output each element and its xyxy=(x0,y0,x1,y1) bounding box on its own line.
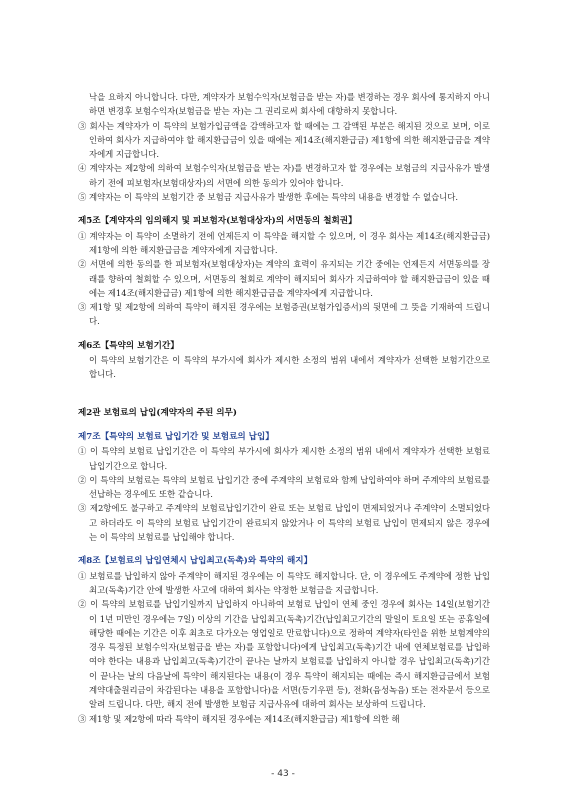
article-6 xyxy=(78,339,490,382)
chapter-heading: 제2관 보험료의 납입(계약자의 주된 의무) xyxy=(78,407,237,418)
article-heading: 제8조【보험료의 납입연체시 납입최고(독촉)와 특약의 해지】 xyxy=(78,556,313,567)
paragraph: 이 특약의 보험기간은 이 특약의 부가시에 회사가 제시한 소정의 범위 내에서 계약자가 선택한 보험기간으로 합니다. xyxy=(89,355,490,380)
article-heading: 제6조【특약의 보험기간】 xyxy=(78,340,179,351)
article-heading: 제7조【특약의 보험료 납입기간 및 보험료의 납입】 xyxy=(78,431,274,442)
paragraph: ② 이 특약의 보험료를 납입기일까지 납입하지 아니하여 보험료 납입이 연체 중인 경우에 회사는 14일(보험기간이 1년 미만인 경우에는 7일) 이상의 기간을 납입최고(독촉)기간(납입최고기간의 말일이 토요일 또는 공휴일에 해당한 때에는 기간은 이후 최초로 다가오는 영업일로 만료합니다)으로 정하여 계약자(타인을 위한 보험계약의 경우 특정된 보험수익자(보험금을 받는 자)를 포함합니다)에게 납입최고(독촉)기간 내에 연체보험료를 납입하여야 한다는 내용과 납입최고(독촉)기간이 끝나는 날까지 보험료를 납입하지 아니할 경우 납입최고(독촉)기간이 끝나는 날의 다음날에 특약이 해지된다는 내용(이 경우 특약이 해지되는 때에는 즉시 해지환급금에서 보험계약대출원리금이 차감된다는 내용을 포함합니다)을 서면(등기우편 등), 전화(음성녹음) 또는 전자문서 등으로 알려 드립니다. 다만, 해지 전에 발생한 보험금 지급사유에 대하여 회사는 보상하여 드립니다. xyxy=(78,599,490,710)
paragraph: ⑤ 계약자는 이 특약의 보험기간 중 보험금 지급사유가 발생한 후에는 특약의 내용을 변경할 수 없습니다. xyxy=(78,192,459,203)
paragraph: ① 이 특약의 보험료 납입기간은 이 특약의 부가시에 회사가 제시한 소정의 범위 내에서 계약자가 선택한 보험료 납입기간으로 합니다. xyxy=(78,446,490,471)
article-5 xyxy=(78,214,490,328)
section-continuation xyxy=(78,90,490,204)
paragraph: ② 이 특약의 보험료는 특약의 보험료 납입기간 중에 주계약의 보험료와 함께 납입하여야 하며 주계약의 보험료를 선납하는 경우에도 또한 같습니다. xyxy=(78,474,490,500)
article-heading: 제5조【계약자의 임의해지 및 피보험자(보험대상자)의 서면동의 철회권】 xyxy=(78,216,357,227)
document-page xyxy=(78,90,490,726)
paragraph: 낙을 요하지 아니합니다. 다만, 계약자가 보험수익자(보험금을 받는 자)를 변경하는 경우 회사에 통지하지 아니하면 변경후 보험수익자(보험금을 받는 자)는 그 권리로써 회사에 대항하지 못합니다. xyxy=(89,92,490,117)
paragraph: ③ 회사는 계약자가 이 특약의 보험가입금액을 감액하고자 할 때에는 그 감액된 부분은 해지된 것으로 보며, 이로 인하여 회사가 지급하여야 할 해지환급금이 있을 때에는 제14조(해지환급금) 제1항에 의한 해지환급금을 계약자에게 지급합니다. xyxy=(78,120,490,160)
paragraph: ① 보험료를 납입하지 않아 주계약이 해지된 경우에는 이 특약도 해지합니다. 단, 이 경우에도 주계약에 정한 납입최고(독촉)기간 안에 발생한 사고에 대하여 회사는 약정한 보험금을 지급합니다. xyxy=(78,570,490,595)
paragraph: ④ 계약자는 제2항에 의하여 보험수익자(보험금을 받는 자)를 변경하고자 할 경우에는 보험금의 지급사유가 발생하기 전에 피보험자(보험대상자)의 서면에 의한 동의가 있어야 합니다. xyxy=(78,163,490,188)
paragraph: ③ 제2항에도 불구하고 주계약의 보험료납입기간이 완료 또는 보험료 납입이 면제되었거나 주계약이 소멸되었다고 하더라도 이 특약의 보험료 납입기간이 완료되지 않았거나 이 특약의 보험료 납입이 면제되지 않은 경우에는 이 특약의 보험료를 납입해야 합니다. xyxy=(78,503,490,543)
paragraph: ③ 제1항 및 제2항에 따라 특약이 해지된 경우에는 제14조(해지환급금) 제1항에 의한 해 xyxy=(78,713,400,724)
paragraph: ③ 제1항 및 제2항에 의하여 특약이 해지된 경우에는 보험증권(보험가입증서)의 뒷면에 그 뜻을 기재하여 드립니다. xyxy=(78,302,490,327)
chapter-2 xyxy=(78,406,490,420)
article-7 xyxy=(78,430,490,544)
page-number: - 43 - xyxy=(271,769,295,779)
article-8 xyxy=(78,554,490,726)
paragraph: ① 계약자는 이 특약이 소멸하기 전에 언제든지 이 특약을 해지할 수 있으며, 이 경우 회사는 제14조(해지환급금) 제1항에 의한 해지환급금을 계약자에게 지급합니다. xyxy=(78,230,490,255)
paragraph: ② 서면에 의한 동의를 한 피보험자(보험대상자)는 계약의 효력이 유지되는 기간 중에는 언제든지 서면동의를 장래를 향하여 철회할 수 있으며, 서면동의 철회로 계약이 해지되어 회사가 지급하여야 할 해지환급금이 있을 때에는 제14조(해지환급금) 제1항에 의한 해지환급금을 계약자에게 지급합니다. xyxy=(78,259,490,298)
